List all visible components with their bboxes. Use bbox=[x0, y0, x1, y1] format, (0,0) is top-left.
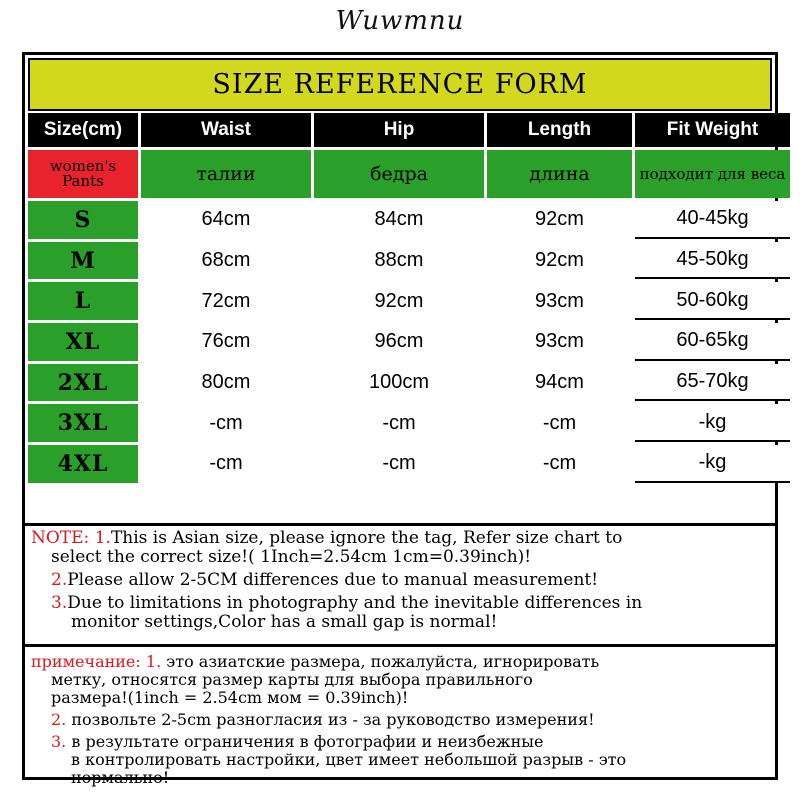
header-fit-weight: Fit Weight bbox=[635, 113, 790, 147]
note-text: Due to limitations in photography and the inevitable differences in bbox=[67, 593, 643, 613]
note-text: метку, относятся размер карты для выбора правильного bbox=[51, 670, 533, 689]
subheader-womens-pants: women's Pants bbox=[28, 150, 138, 198]
note-text: в результате ограничения в фотографии и неизбежные bbox=[71, 732, 544, 751]
size-label: 3XL bbox=[28, 404, 138, 442]
note-number: 2. bbox=[51, 710, 67, 729]
hip-value: -cm bbox=[314, 445, 484, 483]
size-label: 4XL bbox=[28, 445, 138, 483]
note-text: позвольте 2-5cm разногласия из - за руководство измерения! bbox=[71, 710, 595, 729]
waist-value: 80cm bbox=[141, 364, 311, 402]
note-label: примечание: bbox=[31, 652, 141, 671]
weight-value: -kg bbox=[635, 404, 790, 442]
size-label: L bbox=[28, 282, 138, 320]
note-text: Please allow 2-5CM differences due to manual measurement! bbox=[67, 570, 599, 590]
length-value: 94cm bbox=[487, 364, 632, 402]
weight-value: 45-50kg bbox=[635, 242, 790, 280]
waist-value: 76cm bbox=[141, 323, 311, 361]
note-number: 2. bbox=[51, 570, 68, 590]
length-value: 93cm bbox=[487, 282, 632, 320]
hip-value: 88cm bbox=[314, 242, 484, 280]
waist-value: 64cm bbox=[141, 201, 311, 239]
size-label: M bbox=[28, 242, 138, 280]
note-ru-2 bbox=[31, 711, 769, 729]
note-text: нормально! bbox=[71, 768, 170, 787]
size-table bbox=[25, 113, 786, 519]
weight-value: 60-65kg bbox=[635, 323, 790, 361]
notes-english bbox=[25, 526, 775, 647]
hip-value: 84cm bbox=[314, 201, 484, 239]
header-size: Size(cm) bbox=[28, 113, 138, 147]
note-label: NOTE: bbox=[31, 528, 90, 548]
note-ru-3 bbox=[31, 733, 769, 787]
note-number: 3. bbox=[51, 593, 68, 613]
chart-title: SIZE REFERENCE FORM bbox=[28, 58, 772, 111]
waist-value: 68cm bbox=[141, 242, 311, 280]
note-text: select the correct size!( 1Inch=2.54cm 1cm=0.39inch)! bbox=[51, 547, 532, 567]
weight-value: 40-45kg bbox=[635, 201, 790, 239]
size-label: S bbox=[28, 201, 138, 239]
notes-russian bbox=[25, 647, 775, 795]
note-en-3 bbox=[31, 594, 769, 632]
length-value: -cm bbox=[487, 445, 632, 483]
notes-section bbox=[25, 523, 775, 795]
header-waist: Waist bbox=[141, 113, 311, 147]
subheader-waist-ru: талии bbox=[141, 150, 311, 198]
size-label: XL bbox=[28, 323, 138, 361]
note-en-1 bbox=[31, 529, 769, 567]
waist-value: -cm bbox=[141, 445, 311, 483]
hip-value: 92cm bbox=[314, 282, 484, 320]
subheader-hip-ru: бедра bbox=[314, 150, 484, 198]
note-text: размера!(1inch = 2.54cm мом = 0.39inch)! bbox=[51, 688, 409, 707]
waist-value: -cm bbox=[141, 404, 311, 442]
note-en-2 bbox=[31, 571, 769, 590]
weight-value: 50-60kg bbox=[635, 282, 790, 320]
note-text: это азиатские размера, пожалуйста, игнорировать bbox=[166, 652, 600, 671]
header-hip: Hip bbox=[314, 113, 484, 147]
note-number: 1. bbox=[145, 652, 162, 671]
header-length: Length bbox=[487, 113, 632, 147]
length-value: -cm bbox=[487, 404, 632, 442]
size-chart bbox=[22, 52, 786, 787]
hip-value: 100cm bbox=[314, 364, 484, 402]
subheader-weight-ru: подходит для веса bbox=[635, 150, 790, 198]
length-value: 92cm bbox=[487, 242, 632, 280]
note-text: This is Asian size, please ignore the tag, Refer size chart to bbox=[110, 528, 623, 548]
weight-value: -kg bbox=[635, 445, 790, 483]
hip-value: -cm bbox=[314, 404, 484, 442]
weight-value: 65-70kg bbox=[635, 364, 790, 402]
note-text: в контролировать настройки, цвет имеет небольшой разрыв - это bbox=[71, 750, 627, 769]
brand-logo: Wuwmnu bbox=[335, 6, 465, 36]
hip-value: 96cm bbox=[314, 323, 484, 361]
length-value: 92cm bbox=[487, 201, 632, 239]
note-text: monitor settings,Color has a small gap is normal! bbox=[71, 612, 498, 632]
note-number: 1. bbox=[94, 528, 111, 548]
note-number: 3. bbox=[51, 732, 67, 751]
waist-value: 72cm bbox=[141, 282, 311, 320]
length-value: 93cm bbox=[487, 323, 632, 361]
note-ru-1 bbox=[31, 653, 769, 707]
subheader-length-ru: длина bbox=[487, 150, 632, 198]
size-label: 2XL bbox=[28, 364, 138, 402]
